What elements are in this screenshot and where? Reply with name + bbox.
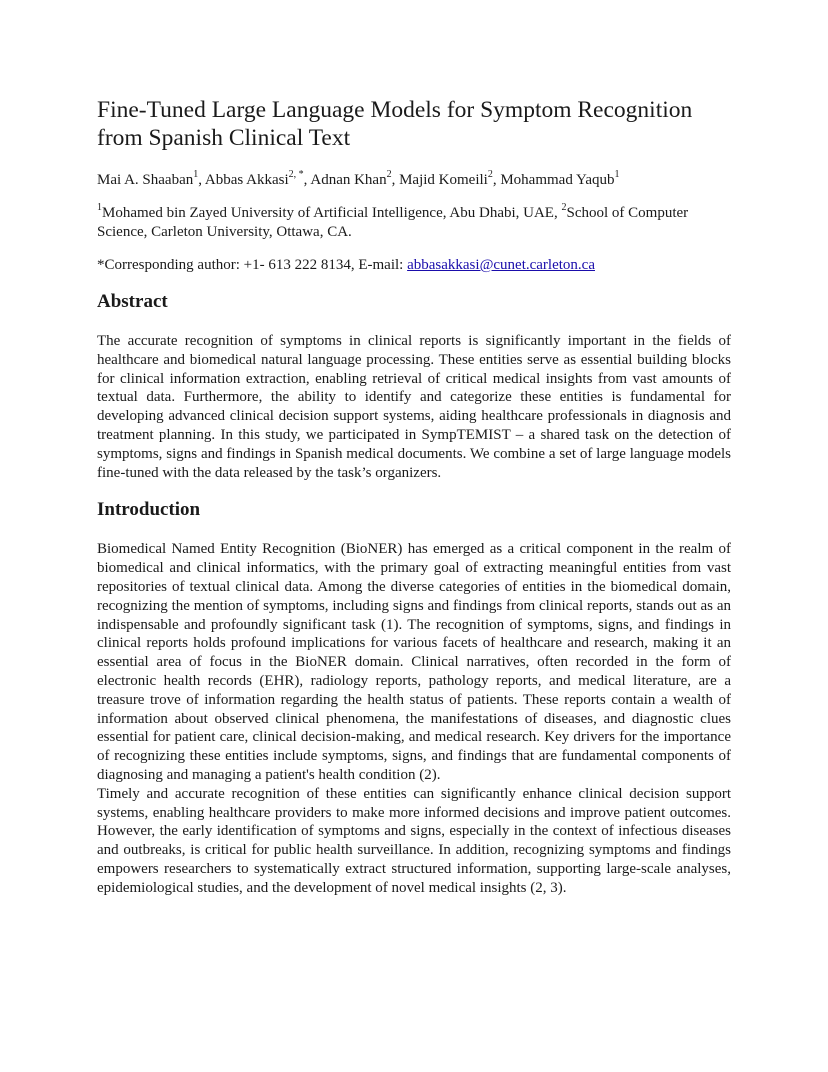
author-separator: ,: [198, 172, 205, 188]
author-name: Majid Komeili: [399, 172, 488, 188]
abstract-text: The accurate recognition of symptoms in clinical reports is significantly important in the fields of healthcare and biomedical natural language processing. These entities serve as essential building blocks for clinical information extraction, enabling retrieval of critical medical insights from vast amounts of textual data. Furthermore, the ability to identify and categorize these entities is fundamental for developing advanced clinical decision support systems, aiding healthcare professionals in diagnosis and treatment planning. In this study, we participated in SympTEMIST – a shared task on the detection of symptoms, signs and findings in Spanish medical documents. We combine a set of large language models fine-tuned with the data released by the task’s organizers.: [97, 333, 731, 481]
affiliation-mark: 1: [97, 202, 102, 213]
author-separator: ,: [391, 172, 400, 188]
introduction-paragraph-1: Biomedical Named Entity Recognition (BioNER) has emerged as a critical component in the realm of biomedical and clinical informatics, with the primary goal of extracting meaningful entities from vast repositories of textual clinical data. Among the diverse categories of entities in the biomedical domain, recognizing the mention of symptoms, including signs and findings from clinical reports, stands out as an indispensable and profoundly significant task (1). The recognition of symptoms, signs, and findings in clinical reports holds profound implications for various facets of healthcare and research, making it an essential area of focus in the BioNER domain. Clinical narratives, often recorded in the form of electronic health records (EHR), radiology reports, pathology reports, and medical literature, are a treasure trove of information regarding the health status of patients. These reports contain a wealth of information about observed clinical phenomena, the manifestations of diseases, and diagnostic clues essential for patient care, clinical decision-making, and medical research. Key drivers for the importance of recognizing these entities include symptoms, signs, and findings that are fundamental components of diagnosing and managing a patient's health condition (2).: [97, 541, 731, 783]
affiliation-2: School of Computer Science, Carleton University, Ottawa, CA.: [97, 205, 689, 240]
abstract-heading: Abstract: [97, 291, 168, 312]
corresponding-author-text: *Corresponding author: +1- 613 222 8134, E-mail:: [97, 257, 404, 273]
author-list: [97, 171, 731, 190]
affiliations: [97, 204, 731, 242]
author-name: Mai A. Shaaban: [97, 172, 194, 188]
author-affiliation-mark: 2: [386, 169, 392, 180]
author-affiliation-mark: 1: [614, 169, 620, 180]
author-name: Mohammad Yaqub: [500, 172, 615, 188]
author-name: Abbas Akkasi: [204, 172, 289, 188]
paper-page: [97, 96, 731, 898]
author-name: Adnan Khan: [310, 172, 387, 188]
introduction-paragraph-2: Timely and accurate recognition of these entities can significantly enhance clinical decision support systems, enabling healthcare providers to make more informed decisions and improve patient outcomes. However, the early identification of symptoms and signs, especially in the context of infectious diseases and outbreaks, is critical for public health surveillance. In addition, recognizing symptoms and findings empowers researchers to systematically extract structured information, supporting large-scale analyses, epidemiological studies, and the development of novel medical insights (2, 3).: [97, 785, 731, 896]
author-separator: ,: [303, 172, 311, 188]
paper-title: Fine-Tuned Large Language Models for Symptom Recognition from Spanish Clinical Text: [97, 97, 693, 151]
corresponding-author: [97, 256, 731, 275]
affiliation-mark: 2: [561, 202, 567, 213]
introduction-heading: Introduction: [97, 499, 201, 521]
email-link[interactable]: abbasakkasi@cunet.carleton.ca: [407, 257, 595, 273]
author-affiliation-mark: 1: [193, 169, 199, 180]
affiliation-1: Mohamed bin Zayed University of Artificial Intelligence, Abu Dhabi, UAE,: [102, 205, 558, 221]
author-affiliation-mark: 2: [487, 169, 493, 180]
author-affiliation-mark: 2, *: [288, 169, 304, 180]
author-separator: ,: [492, 172, 501, 188]
